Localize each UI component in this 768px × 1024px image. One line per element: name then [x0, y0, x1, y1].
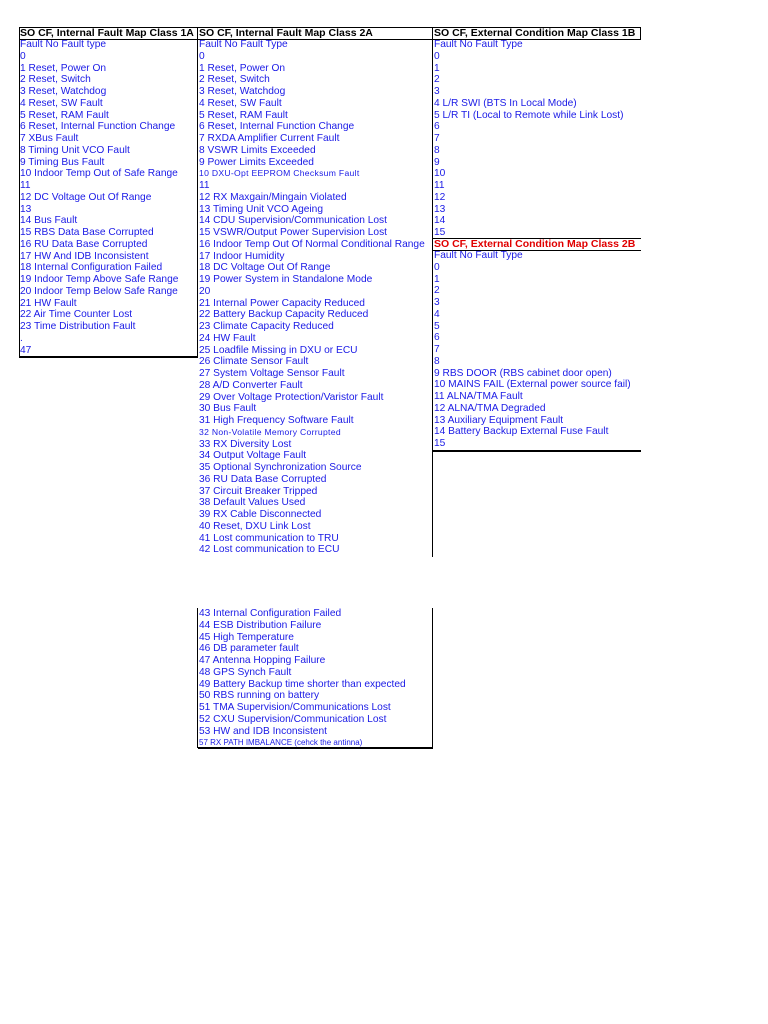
col1-bottom-rule — [19, 356, 198, 358]
list-item: 2 Reset, Switch — [199, 74, 270, 86]
col2-list-continued — [198, 608, 432, 749]
list-item: 11 — [199, 180, 210, 191]
list-item: 14 CDU Supervision/Communication Lost — [199, 215, 387, 227]
col2-header: SO CF, Internal Fault Map Class 2A — [198, 27, 432, 40]
list-item: 4 — [434, 308, 440, 320]
col3-list-2b — [433, 250, 641, 450]
list-item: 9 — [434, 156, 440, 168]
list-item: 31 High Frequency Software Fault — [199, 415, 354, 426]
list-item: 13 — [434, 203, 446, 215]
list-item: 23 Time Distribution Fault — [20, 321, 136, 332]
list-item: 17 Indoor Humidity — [199, 250, 285, 262]
list-item: 20 Indoor Temp Below Safe Range — [20, 285, 178, 297]
list-item: 16 Indoor Temp Out Of Normal Conditional Range — [199, 238, 425, 250]
list-item: 16 RU Data Base Corrupted — [20, 238, 148, 250]
list-item: 47 — [20, 344, 32, 356]
col3-header-2b: SO CF, External Condition Map Class 2B — [433, 238, 641, 251]
list-item: 12 ALNA/TMA Degraded — [434, 402, 546, 414]
list-item: 6 — [434, 332, 440, 344]
list-item: 10 MAINS FAIL (External power source fail) — [434, 379, 631, 391]
list-item: 1 Reset, Power On — [199, 62, 286, 74]
list-item: 12 DC Voltage Out Of Range — [20, 191, 152, 203]
list-item: 39 RX Cable Disconnected — [199, 509, 322, 520]
list-item: 1 Reset, Power On — [20, 62, 107, 74]
list-item: 34 Output Voltage Fault — [199, 450, 307, 462]
list-item: 32 Non-Volatile Memory Corrupted — [199, 426, 341, 437]
list-item: 19 Power System in Standalone Mode — [199, 274, 373, 285]
list-item: 7 RXDA Amplifier Current Fault — [199, 133, 340, 144]
list-item: 37 Circuit Breaker Tripped — [199, 485, 318, 497]
list-item: 50 RBS running on battery — [199, 690, 320, 702]
list-item: 11 ALNA/TMA Fault — [434, 391, 523, 402]
list-item: 10 — [434, 168, 446, 180]
list-item: 48 GPS Synch Fault — [199, 666, 292, 678]
list-item: 36 RU Data Base Corrupted — [199, 473, 327, 485]
list-item: 0 — [434, 50, 440, 62]
list-item: 20 — [199, 285, 211, 297]
list-item: 30 Bus Fault — [199, 403, 257, 415]
list-item: 24 HW Fault — [199, 332, 256, 344]
list-item: 5 Reset, RAM Fault — [199, 109, 288, 121]
list-item: 41 Lost communication to TRU — [199, 532, 339, 544]
list-item: 13 — [20, 203, 32, 215]
list-item: 15 — [434, 227, 446, 238]
list-item: 15 RBS Data Base Corrupted — [20, 227, 154, 238]
list-item: 0 — [199, 50, 205, 62]
list-item: 6 Reset, Internal Function Change — [20, 121, 176, 133]
list-item: 22 Battery Backup Capacity Reduced — [199, 309, 369, 321]
list-item: 8 — [434, 355, 440, 367]
list-item: 44 ESB Distribution Failure — [199, 619, 322, 631]
list-item: 26 Climate Sensor Fault — [199, 356, 309, 368]
list-item: 13 Auxiliary Equipment Fault — [434, 414, 564, 426]
list-item: 57 RX PATH IMBALANCE (cehck the antinna) — [199, 738, 363, 748]
list-item: 12 RX Maxgain/Mingain Violated — [199, 191, 347, 203]
list-item: 35 Optional Synchronization Source — [199, 462, 362, 473]
list-item: 10 DXU-Opt EEPROM Checksum Fault — [199, 168, 360, 179]
list-item: 43 Internal Configuration Failed — [199, 608, 342, 619]
list-item: 14 Battery Backup External Fuse Fault — [434, 426, 609, 438]
list-item: 2 — [434, 285, 440, 297]
list-item: 6 Reset, Internal Function Change — [199, 121, 355, 133]
list-item: 23 Climate Capacity Reduced — [199, 321, 334, 332]
list-item: 3 Reset, Watchdog — [199, 86, 286, 97]
list-item: 28 A/D Converter Fault — [199, 379, 303, 391]
list-item: . — [20, 332, 23, 344]
list-item: 15 VSWR/Output Power Supervision Lost — [199, 227, 387, 238]
list-item: 13 Timing Unit VCO Ageing — [199, 203, 324, 215]
list-item: 4 Reset, SW Fault — [199, 97, 282, 109]
list-item: 4 L/R SWI (BTS In Local Mode) — [434, 97, 577, 109]
list-item: 17 HW And IDB Inconsistent — [20, 250, 149, 262]
list-item: 29 Over Voltage Protection/Varistor Fault — [199, 391, 384, 403]
list-item: 1 — [434, 273, 440, 285]
list-item: 5 — [434, 320, 440, 332]
col3-bottom-rule — [433, 450, 641, 452]
list-item: 22 Air Time Counter Lost — [20, 309, 133, 321]
list-item: 5 L/R TI (Local to Remote while Link Lost) — [434, 109, 624, 121]
list-item: 7 — [434, 133, 440, 144]
col2b-right-border — [432, 608, 433, 748]
list-item: 21 Internal Power Capacity Reduced — [199, 297, 365, 309]
list-item: 42 Lost communication to ECU — [199, 544, 340, 556]
col3-list — [433, 39, 641, 239]
list-item: 49 Battery Backup time shorter than expected — [199, 678, 406, 690]
list-item: 7 — [434, 344, 440, 355]
list-item: 46 DB parameter fault — [199, 643, 299, 655]
list-item: 15 — [434, 438, 446, 449]
list-item: 45 High Temperature — [199, 631, 294, 643]
list-item: 27 System Voltage Sensor Fault — [199, 368, 345, 379]
list-item: 14 Bus Fault — [20, 215, 78, 227]
list-item: 38 Default Values Used — [199, 497, 306, 509]
col3-header: SO CF, External Condition Map Class 1B — [433, 27, 641, 40]
list-item: 51 TMA Supervision/Communications Lost — [199, 702, 391, 713]
list-item: 25 Loadfile Missing in DXU or ECU — [199, 344, 358, 356]
list-item: 8 — [434, 144, 440, 156]
list-item: 21 HW Fault — [20, 297, 77, 309]
col1-left-border — [19, 27, 20, 357]
col2b-left-border — [197, 608, 198, 748]
list-item: 8 VSWR Limits Exceeded — [199, 144, 316, 156]
list-item: 7 XBus Fault — [20, 133, 79, 144]
list-item: 19 Indoor Temp Above Safe Range — [20, 274, 179, 285]
list-item: 9 RBS DOOR (RBS cabinet door open) — [434, 367, 612, 379]
list-item: 11 — [20, 180, 31, 191]
col2-list — [198, 39, 432, 556]
list-item: Fault No Fault Type — [434, 39, 523, 50]
list-item: Fault No Fault type — [20, 39, 107, 50]
col2b-bottom-rule — [198, 747, 433, 749]
list-item: Fault No Fault Type — [434, 250, 523, 261]
list-item: 5 Reset, RAM Fault — [20, 109, 109, 121]
col1-header: SO CF, Internal Fault Map Class 1A — [19, 27, 198, 40]
list-item: 52 CXU Supervision/Communication Lost — [199, 713, 387, 725]
list-item: 3 Reset, Watchdog — [20, 86, 107, 97]
list-item: 2 Reset, Switch — [20, 74, 91, 86]
list-item: 1 — [434, 62, 440, 74]
list-item: 33 RX Diversity Lost — [199, 438, 292, 450]
list-item: 3 — [434, 86, 440, 97]
list-item: 0 — [434, 261, 440, 273]
list-item: 3 — [434, 297, 440, 308]
list-item: 14 — [434, 215, 446, 227]
list-item: 4 Reset, SW Fault — [20, 97, 103, 109]
list-item: 2 — [434, 74, 440, 86]
list-item: 9 Power Limits Exceeded — [199, 156, 314, 168]
list-item: 40 Reset, DXU Link Lost — [199, 520, 311, 532]
list-item: 47 Antenna Hopping Failure — [199, 655, 326, 666]
col1-list — [19, 39, 198, 356]
list-item: 11 — [434, 180, 445, 191]
list-item: 18 DC Voltage Out Of Range — [199, 262, 331, 274]
list-item: 53 HW and IDB Inconsistent — [199, 725, 327, 737]
list-item: 18 Internal Configuration Failed — [20, 262, 163, 274]
list-item: 9 Timing Bus Fault — [20, 156, 105, 168]
list-item: 10 Indoor Temp Out of Safe Range — [20, 168, 178, 180]
list-item: Fault No Fault Type — [199, 39, 288, 50]
list-item: 12 — [434, 191, 446, 203]
list-item: 0 — [20, 50, 26, 62]
list-item: 8 Timing Unit VCO Fault — [20, 144, 130, 156]
list-item: 6 — [434, 121, 440, 133]
